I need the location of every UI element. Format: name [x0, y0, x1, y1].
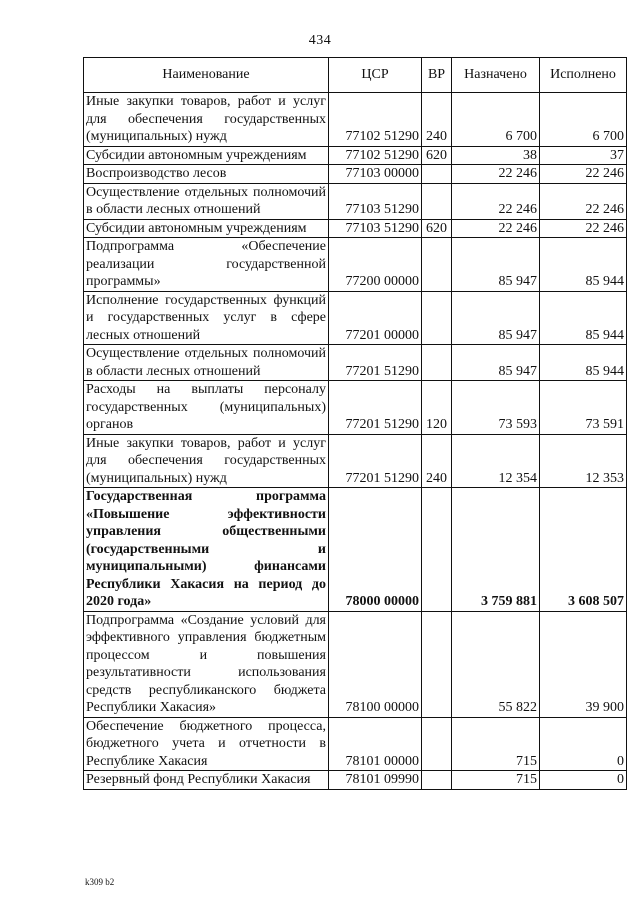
row-csr-cell: 77102 51290	[329, 146, 422, 165]
row-planned-cell: 22 246	[452, 165, 540, 184]
row-executed-cell: 22 246	[540, 219, 627, 238]
table-row	[84, 93, 627, 147]
row-csr-cell: 77201 51290	[329, 434, 422, 488]
table-row	[84, 146, 627, 165]
row-csr-cell: 77103 51290	[329, 183, 422, 219]
row-name-cell: Осуществление отдельных полномочий в области лесных отношений	[84, 183, 329, 219]
row-csr-cell: 78101 00000	[329, 717, 422, 771]
row-vr-cell: 120	[422, 381, 452, 435]
page-number: 434	[308, 33, 332, 48]
row-executed-cell: 0	[540, 771, 627, 790]
row-executed-cell: 0	[540, 717, 627, 771]
table-row	[84, 183, 627, 219]
table-body	[84, 93, 627, 790]
row-planned-cell: 73 593	[452, 381, 540, 435]
header-planned: Назначено	[452, 58, 540, 93]
row-csr-cell: 77200 00000	[329, 238, 422, 292]
table-row	[84, 771, 627, 790]
budget-table	[83, 57, 627, 790]
row-vr-cell	[422, 611, 452, 717]
row-executed-cell: 85 944	[540, 345, 627, 381]
row-planned-cell: 38	[452, 146, 540, 165]
header-vr: ВР	[422, 58, 452, 93]
table-row	[84, 381, 627, 435]
table-row	[84, 611, 627, 717]
row-csr-cell: 77201 51290	[329, 345, 422, 381]
row-name-cell: Расходы на выплаты персоналу государственных (муниципальных) органов	[84, 381, 329, 435]
table-row	[84, 238, 627, 292]
row-vr-cell: 620	[422, 219, 452, 238]
row-executed-cell: 85 944	[540, 238, 627, 292]
row-planned-cell: 22 246	[452, 219, 540, 238]
row-executed-cell: 6 700	[540, 93, 627, 147]
row-vr-cell	[422, 183, 452, 219]
row-planned-cell: 85 947	[452, 238, 540, 292]
row-vr-cell	[422, 771, 452, 790]
row-planned-cell: 85 947	[452, 291, 540, 345]
footer-code: k309 b2	[85, 877, 115, 887]
row-executed-cell: 39 900	[540, 611, 627, 717]
row-planned-cell: 55 822	[452, 611, 540, 717]
table-row	[84, 291, 627, 345]
header-name: Наименование	[84, 58, 329, 93]
row-vr-cell: 240	[422, 434, 452, 488]
row-name-cell: Подпрограмма «Создание условий для эффективного управления бюджетным процессом и повышения результативности использования средств республиканского бюджета Республики Хакасия»	[84, 611, 329, 717]
table-row	[84, 219, 627, 238]
row-vr-cell: 240	[422, 93, 452, 147]
table-row	[84, 165, 627, 184]
row-executed-cell: 12 353	[540, 434, 627, 488]
table-row	[84, 488, 627, 612]
row-name-cell: Государственная программа «Повышение эффективности управления общественными (государственными и муниципальными) финансами Республики Хакасия на период до 2020 года»	[84, 488, 329, 612]
row-planned-cell: 85 947	[452, 345, 540, 381]
row-executed-cell: 85 944	[540, 291, 627, 345]
row-name-cell: Резервный фонд Республики Хакасия	[84, 771, 329, 790]
row-executed-cell: 22 246	[540, 165, 627, 184]
row-planned-cell: 715	[452, 717, 540, 771]
row-name-cell: Иные закупки товаров, работ и услуг для обеспечения государственных (муниципальных) нужд	[84, 93, 329, 147]
row-executed-cell: 3 608 507	[540, 488, 627, 612]
row-vr-cell	[422, 165, 452, 184]
row-name-cell: Иные закупки товаров, работ и услуг для обеспечения государственных (муниципальных) нужд	[84, 434, 329, 488]
row-planned-cell: 6 700	[452, 93, 540, 147]
row-name-cell: Обеспечение бюджетного процесса, бюджетного учета и отчетности в Республике Хакасия	[84, 717, 329, 771]
row-csr-cell: 78000 00000	[329, 488, 422, 612]
row-planned-cell: 12 354	[452, 434, 540, 488]
row-csr-cell: 77201 51290	[329, 381, 422, 435]
table-row	[84, 717, 627, 771]
row-vr-cell	[422, 488, 452, 612]
row-name-cell: Субсидии автономным учреждениям	[84, 146, 329, 165]
row-planned-cell: 715	[452, 771, 540, 790]
header-csr: ЦСР	[329, 58, 422, 93]
row-vr-cell	[422, 291, 452, 345]
table-row	[84, 434, 627, 488]
table-header-row	[84, 58, 627, 93]
row-csr-cell: 78100 00000	[329, 611, 422, 717]
row-vr-cell	[422, 345, 452, 381]
table-row	[84, 345, 627, 381]
row-name-cell: Субсидии автономным учреждениям	[84, 219, 329, 238]
row-csr-cell: 77102 51290	[329, 93, 422, 147]
row-planned-cell: 22 246	[452, 183, 540, 219]
row-csr-cell: 77103 51290	[329, 219, 422, 238]
row-executed-cell: 73 591	[540, 381, 627, 435]
row-planned-cell: 3 759 881	[452, 488, 540, 612]
row-vr-cell	[422, 717, 452, 771]
row-name-cell: Исполнение государственных функций и государственных услуг в сфере лесных отношений	[84, 291, 329, 345]
header-executed: Исполнено	[540, 58, 627, 93]
row-vr-cell	[422, 238, 452, 292]
row-name-cell: Осуществление отдельных полномочий в области лесных отношений	[84, 345, 329, 381]
row-csr-cell: 78101 09990	[329, 771, 422, 790]
row-vr-cell: 620	[422, 146, 452, 165]
row-csr-cell: 77103 00000	[329, 165, 422, 184]
row-executed-cell: 37	[540, 146, 627, 165]
row-name-cell: Подпрограмма «Обеспечение реализации государственной программы»	[84, 238, 329, 292]
row-executed-cell: 22 246	[540, 183, 627, 219]
row-csr-cell: 77201 00000	[329, 291, 422, 345]
row-name-cell: Воспроизводство лесов	[84, 165, 329, 184]
